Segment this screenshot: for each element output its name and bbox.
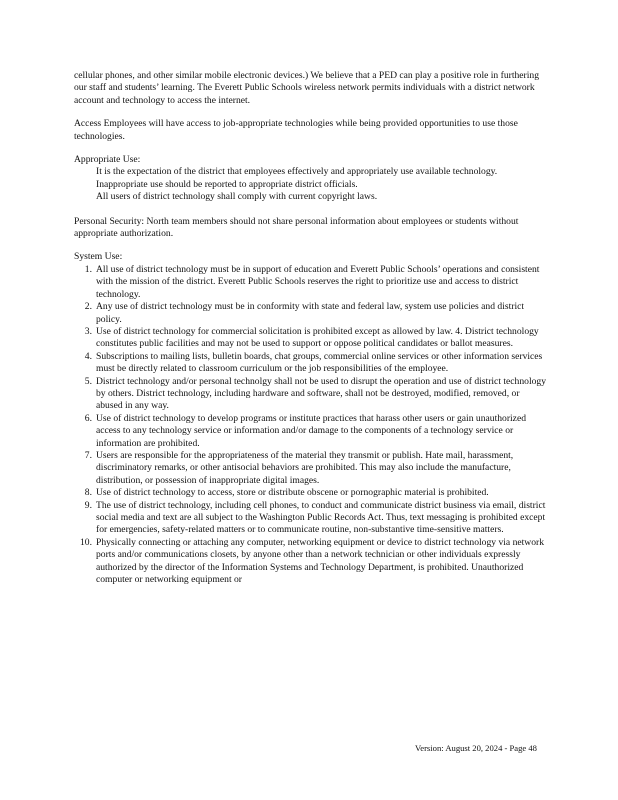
intro-paragraph-ped: cellular phones, and other similar mobile electronic devices.) We believe that a PED can play a positive role in furthering our staff and students’ learning. The Everett Public Schools wireless network permits individuals with a district network account and technology to access the internet.	[74, 70, 539, 106]
list-item-text: Subscriptions to mailing lists, bulletin boards, chat groups, commercial online services or other information services must be directly related to classroom curriculum or the job responsibilities of the employee.	[96, 350, 543, 375]
list-item-text: Physically connecting or attaching any computer, networking equipment or device to district technology via network ports and/or communications closets, by anyone other than a network technician or other individuals expressly authorized by the director of the Information Systems and Technology Department, is prohibited. Unauthorized computer or networking equipment or	[96, 536, 545, 586]
list-number: 3.	[84, 325, 92, 337]
list-item	[74, 191, 546, 203]
list-item-text: Any use of district technology must be in conformity with state and federal law, system use policies and district policy.	[96, 301, 525, 325]
list-item	[74, 351, 546, 376]
list-item	[74, 500, 546, 537]
list-item	[74, 487, 546, 499]
list-number: 9.	[84, 499, 92, 511]
list-item	[74, 413, 546, 450]
list-item-text: Use of district technology to develop programs or institute practices that harass other users or gain unauthorized access to any technology service or information and/or damage to the components of a technology service or information are prohibited.	[96, 412, 526, 449]
list-number: 1.	[84, 263, 92, 275]
list-item	[74, 537, 546, 587]
list-number: 6.	[84, 412, 92, 424]
list-number: 4.	[84, 350, 92, 362]
system-use-list	[74, 264, 546, 587]
list-item	[74, 301, 546, 326]
list-item-text: Use of district technology to access, store or distribute obscene or pornographic material is prohibited.	[96, 487, 489, 499]
list-number: 8.	[84, 487, 92, 499]
list-number: 5.	[84, 375, 92, 387]
list-item-text: It is the expectation of the district that employees effectively and appropriately use available technology.	[96, 166, 498, 178]
list-item-text: All use of district technology must be in support of education and Everett Public Schools’ operations and consistent with the mission of the district. Everett Public Schools reserves the right to prioritize use and access to district technology.	[96, 263, 540, 300]
list-item	[74, 166, 546, 178]
appropriate-use-list	[74, 166, 546, 203]
list-item-text: The use of district technology, including cell phones, to conduct and communicate district business via email, district social media and text are all subject to the Washington Public Records Act. Thus, text messaging is prohibited except for emergencies, safety-related matters or to communicate routine, non-substantive time-sensitive matters.	[96, 499, 546, 536]
list-number: 10.	[80, 536, 92, 548]
list-item-text: District technology and/or personal technolgy shall not be used to disrupt the operation and use of district technology by others. District technology, including hardware and software, shall not be destroyed, modified, removed, or abused in any way.	[96, 375, 547, 412]
list-item-text: Inappropriate use should be reported to appropriate district officials.	[96, 178, 358, 190]
page-content	[74, 70, 546, 586]
list-item	[74, 376, 546, 413]
list-item-text: All users of district technology shall comply with current copyright laws.	[96, 191, 378, 203]
list-number: 2.	[84, 301, 92, 313]
list-item-text: Use of district technology for commercial solicitation is prohibited except as allowed by law. 4. District technology constitutes public facilities and may not be used to support or oppose political candidates or ballot measures.	[96, 325, 539, 350]
intro-paragraph-access: Access Employees will have access to job-appropriate technologies while being provided opportunities to use those technologies.	[74, 118, 518, 142]
list-item-text: Users are responsible for the appropriateness of the material they transmit or publish. Hate mail, harassment, discriminatory remarks, or other antisocial behaviors are prohibited. This may also include the manufacture, distribution, or possession of inappropriate digital images.	[96, 449, 514, 486]
list-number: 7.	[84, 449, 92, 461]
system-use-heading: System Use:	[74, 251, 123, 263]
appropriate-use-heading: Appropriate Use:	[74, 154, 141, 166]
page-footer: Version: August 20, 2024 - Page 48	[415, 743, 537, 753]
list-item	[74, 450, 546, 487]
list-item	[74, 264, 546, 301]
personal-security-paragraph: Personal Security: North team members should not share personal information about employees or students without appropriate authorization.	[74, 215, 519, 240]
list-item	[74, 179, 546, 191]
list-item	[74, 326, 546, 351]
